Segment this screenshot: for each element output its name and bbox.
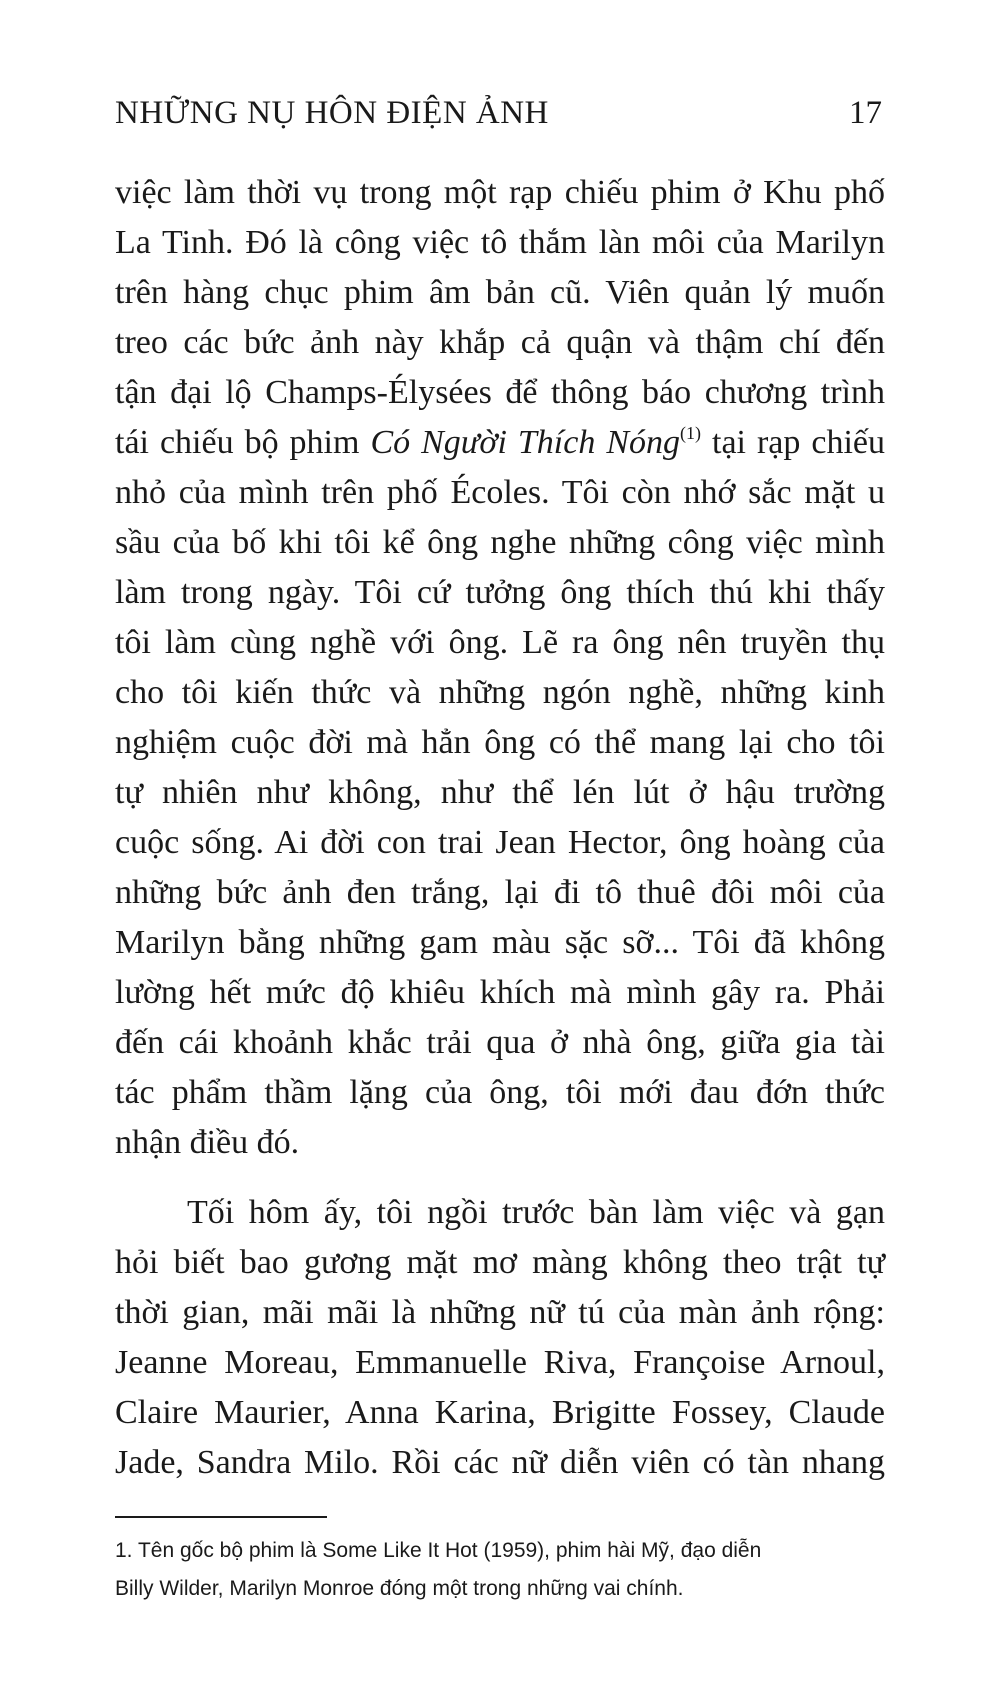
paragraph-2 <box>115 1188 885 1488</box>
text-line: lường hết mức độ khiêu khích mà mình gây ra. Phải <box>115 974 885 1011</box>
page-number: 17 <box>849 95 882 131</box>
footnote-line: Billy Wilder, Marilyn Monroe đóng một trong những vai chính. <box>115 1577 684 1600</box>
footnote-marker: (1) <box>680 423 702 443</box>
running-header <box>115 95 882 155</box>
film-title: Có Người Thích Nóng <box>370 424 681 461</box>
text-line: thời gian, mãi mãi là những nữ tú của màn ảnh rộng: <box>115 1294 885 1331</box>
text-segment: tái chiếu bộ phim <box>115 424 371 461</box>
text-line: trên hàng chục phim âm bản cũ. Viên quản lý muốn <box>115 274 885 311</box>
text-line: Tối hôm ấy, tôi ngồi trước bàn làm việc và gạn <box>187 1194 885 1231</box>
text-line: sầu của bố khi tôi kể ông nghe những công việc mình <box>115 524 885 561</box>
text-line: Jade, Sandra Milo. Rồi các nữ diễn viên có tàn nhang <box>115 1444 885 1481</box>
text-line: tự nhiên như không, như thể lén lút ở hậu trường <box>115 774 885 811</box>
text-line: những bức ảnh đen trắng, lại đi tô thuê đôi môi của <box>115 874 885 911</box>
text-line-with-film-title <box>115 418 885 468</box>
text-line: Claire Maurier, Anna Karina, Brigitte Fossey, Claude <box>115 1394 885 1431</box>
text-line: Jeanne Moreau, Emmanuelle Riva, Françoise Arnoul, <box>115 1344 885 1381</box>
text-line: đến cái khoảnh khắc trải qua ở nhà ông, giữa gia tài <box>115 1024 885 1061</box>
text-line: tôi làm cùng nghề với ông. Lẽ ra ông nên truyền thụ <box>115 624 885 661</box>
text-line: hỏi biết bao gương mặt mơ màng không theo trật tự <box>115 1244 885 1281</box>
text-line: cuộc sống. Ai đời con trai Jean Hector, ông hoàng của <box>115 824 885 861</box>
text-line: việc làm thời vụ trong một rạp chiếu phim ở Khu phố <box>115 174 885 211</box>
text-line: nhỏ của mình trên phố Écoles. Tôi còn nhớ sắc mặt u <box>115 474 885 511</box>
text-line: nhận điều đó. <box>115 1124 300 1161</box>
footnote <box>115 1532 890 1608</box>
text-line: tác phẩm thầm lặng của ông, tôi mới đau đớn thức <box>115 1074 885 1111</box>
text-segment: tại rạp chiếu <box>701 424 885 461</box>
paragraph-1 <box>115 168 885 1168</box>
text-line: Marilyn bằng những gam màu sặc sỡ... Tôi đã không <box>115 924 885 961</box>
text-line: nghiệm cuộc đời mà hẳn ông có thể mang lại cho tôi <box>115 724 885 761</box>
text-line: treo các bức ảnh này khắp cả quận và thậm chí đến <box>115 324 885 361</box>
footnote-separator <box>115 1516 327 1518</box>
running-title: NHỮNG NỤ HÔN ĐIỆN ẢNH <box>115 95 549 131</box>
footnote-line: 1. Tên gốc bộ phim là Some Like It Hot (1959), phim hài Mỹ, đạo diễn <box>115 1539 762 1562</box>
text-line: làm trong ngày. Tôi cứ tưởng ông thích thú khi thấy <box>115 574 885 611</box>
text-line: cho tôi kiến thức và những ngón nghề, những kinh <box>115 674 885 711</box>
text-line: tận đại lộ Champs-Élysées để thông báo chương trình <box>115 374 885 411</box>
text-line: La Tinh. Đó là công việc tô thắm làn môi của Marilyn <box>115 224 885 261</box>
